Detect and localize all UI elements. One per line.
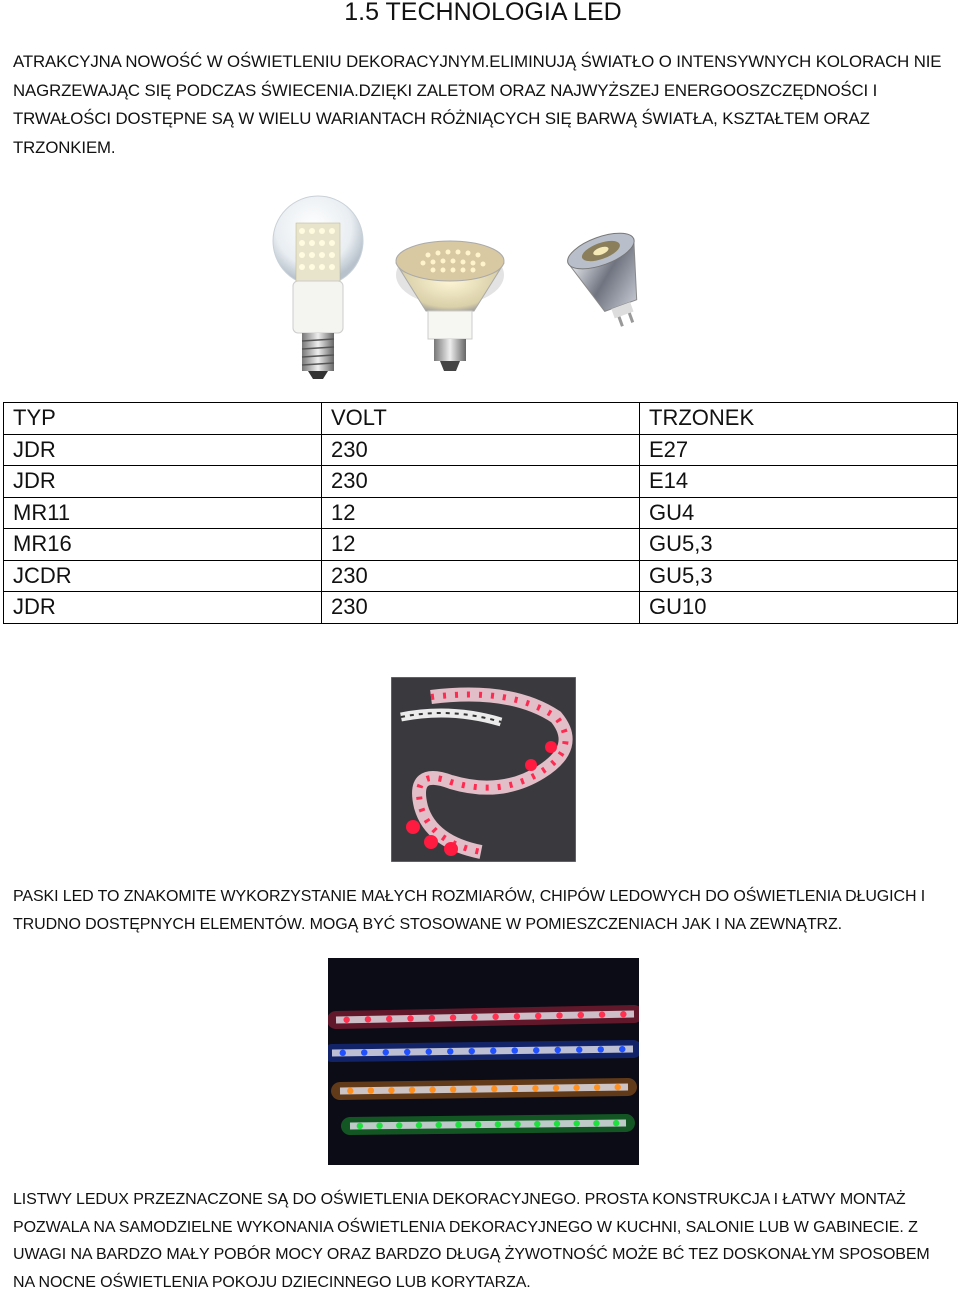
table-cell: GU5,3 [640,560,958,592]
table-cell: 230 [322,592,640,624]
page-title: 1.5 TECHNOLOGIA LED [344,0,622,26]
table-cell: JDR [4,592,322,624]
table-cell: 230 [322,466,640,498]
table-header-cell: TRZONEK [640,403,958,435]
table-cell: 12 [322,529,640,561]
table-row [4,466,958,498]
table-header-row [4,403,958,435]
table-cell: 230 [322,560,640,592]
table-cell: JCDR [4,560,322,592]
led-bulbs-illustration [268,193,698,381]
table-cell: GU4 [640,497,958,529]
table-header-cell: TYP [4,403,322,435]
led-bars-image [328,958,639,1165]
strip-paragraph: PASKI LED TO ZNAKOMITE WYKORZYSTANIE MAŁYCH ROZMIARÓW, CHIPÓW LEDOWYCH DO OŚWIETLENIA DŁUGICH I TRUDNO DOSTĘPNYCH ELEMENTÓW. MOGĄ BYĆ STOSOWANE W POMIESZCZENIACH JAK I NA ZEWNĄTRZ. [13,888,926,933]
table-row [4,497,958,529]
table-cell: MR16 [4,529,322,561]
table-row [4,434,958,466]
table-cell: E14 [640,466,958,498]
led-spec-table [3,402,958,624]
table-cell: GU10 [640,592,958,624]
table-row [4,529,958,561]
bars-paragraph: LISTWY LEDUX PRZEZNACZONE SĄ DO OŚWIETLENIA DEKORACYJNEGO. PROSTA KONSTRUKCJA I ŁATWY MONTAŻ POZWALA NA SAMODZIELNE WYKONANIA OŚWIETLENIA DEKORACYJNEGO W KUCHNI, SALONIE LUB W GABINECIE. Z UWAGI NA BARDZO MAŁY POBÓR MOCY ORAZ BARDZO DŁUGĄ ŻYWOTNOŚĆ MOŻE BĆ TEZ DOSKONAŁYM SPOSOBEM NA NOCNE OŚWIETLENIA POKOJU DZIECINNEGO LUB KORYTARZA. [13,1191,930,1291]
table-cell: MR11 [4,497,322,529]
table-cell: GU5,3 [640,529,958,561]
led-strip-illustration [391,677,576,862]
intro-paragraph: ATRAKCYJNA NOWOŚĆ W OŚWIETLENIU DEKORACYJNYM.ELIMINUJĄ ŚWIATŁO O INTENSYWNYCH KOLORACH NIE NAGRZEWAJĄC SIĘ PODCZAS ŚWIECENIA.DZIĘKI ZALETOM ORAZ NAJWYŻSZEJ ENERGOOSZCZĘDNOŚCI I TRWAŁOŚCI DOSTĘPNE SĄ W WIELU WARIANTACH RÓŻNIĄCYCH SIĘ BARWĄ ŚWIATŁA, KSZTAŁTEM ORAZ TRZONKIEM. [13,52,942,157]
led-bulbs-image [268,193,698,381]
led-strip-image [391,677,576,862]
led-bars-illustration [328,958,639,1165]
table-header-cell: VOLT [322,403,640,435]
table-row [4,592,958,624]
table-cell: 230 [322,434,640,466]
table-cell: E27 [640,434,958,466]
table-cell: 12 [322,497,640,529]
table-cell: JDR [4,466,322,498]
table-row [4,560,958,592]
table-cell: JDR [4,434,322,466]
